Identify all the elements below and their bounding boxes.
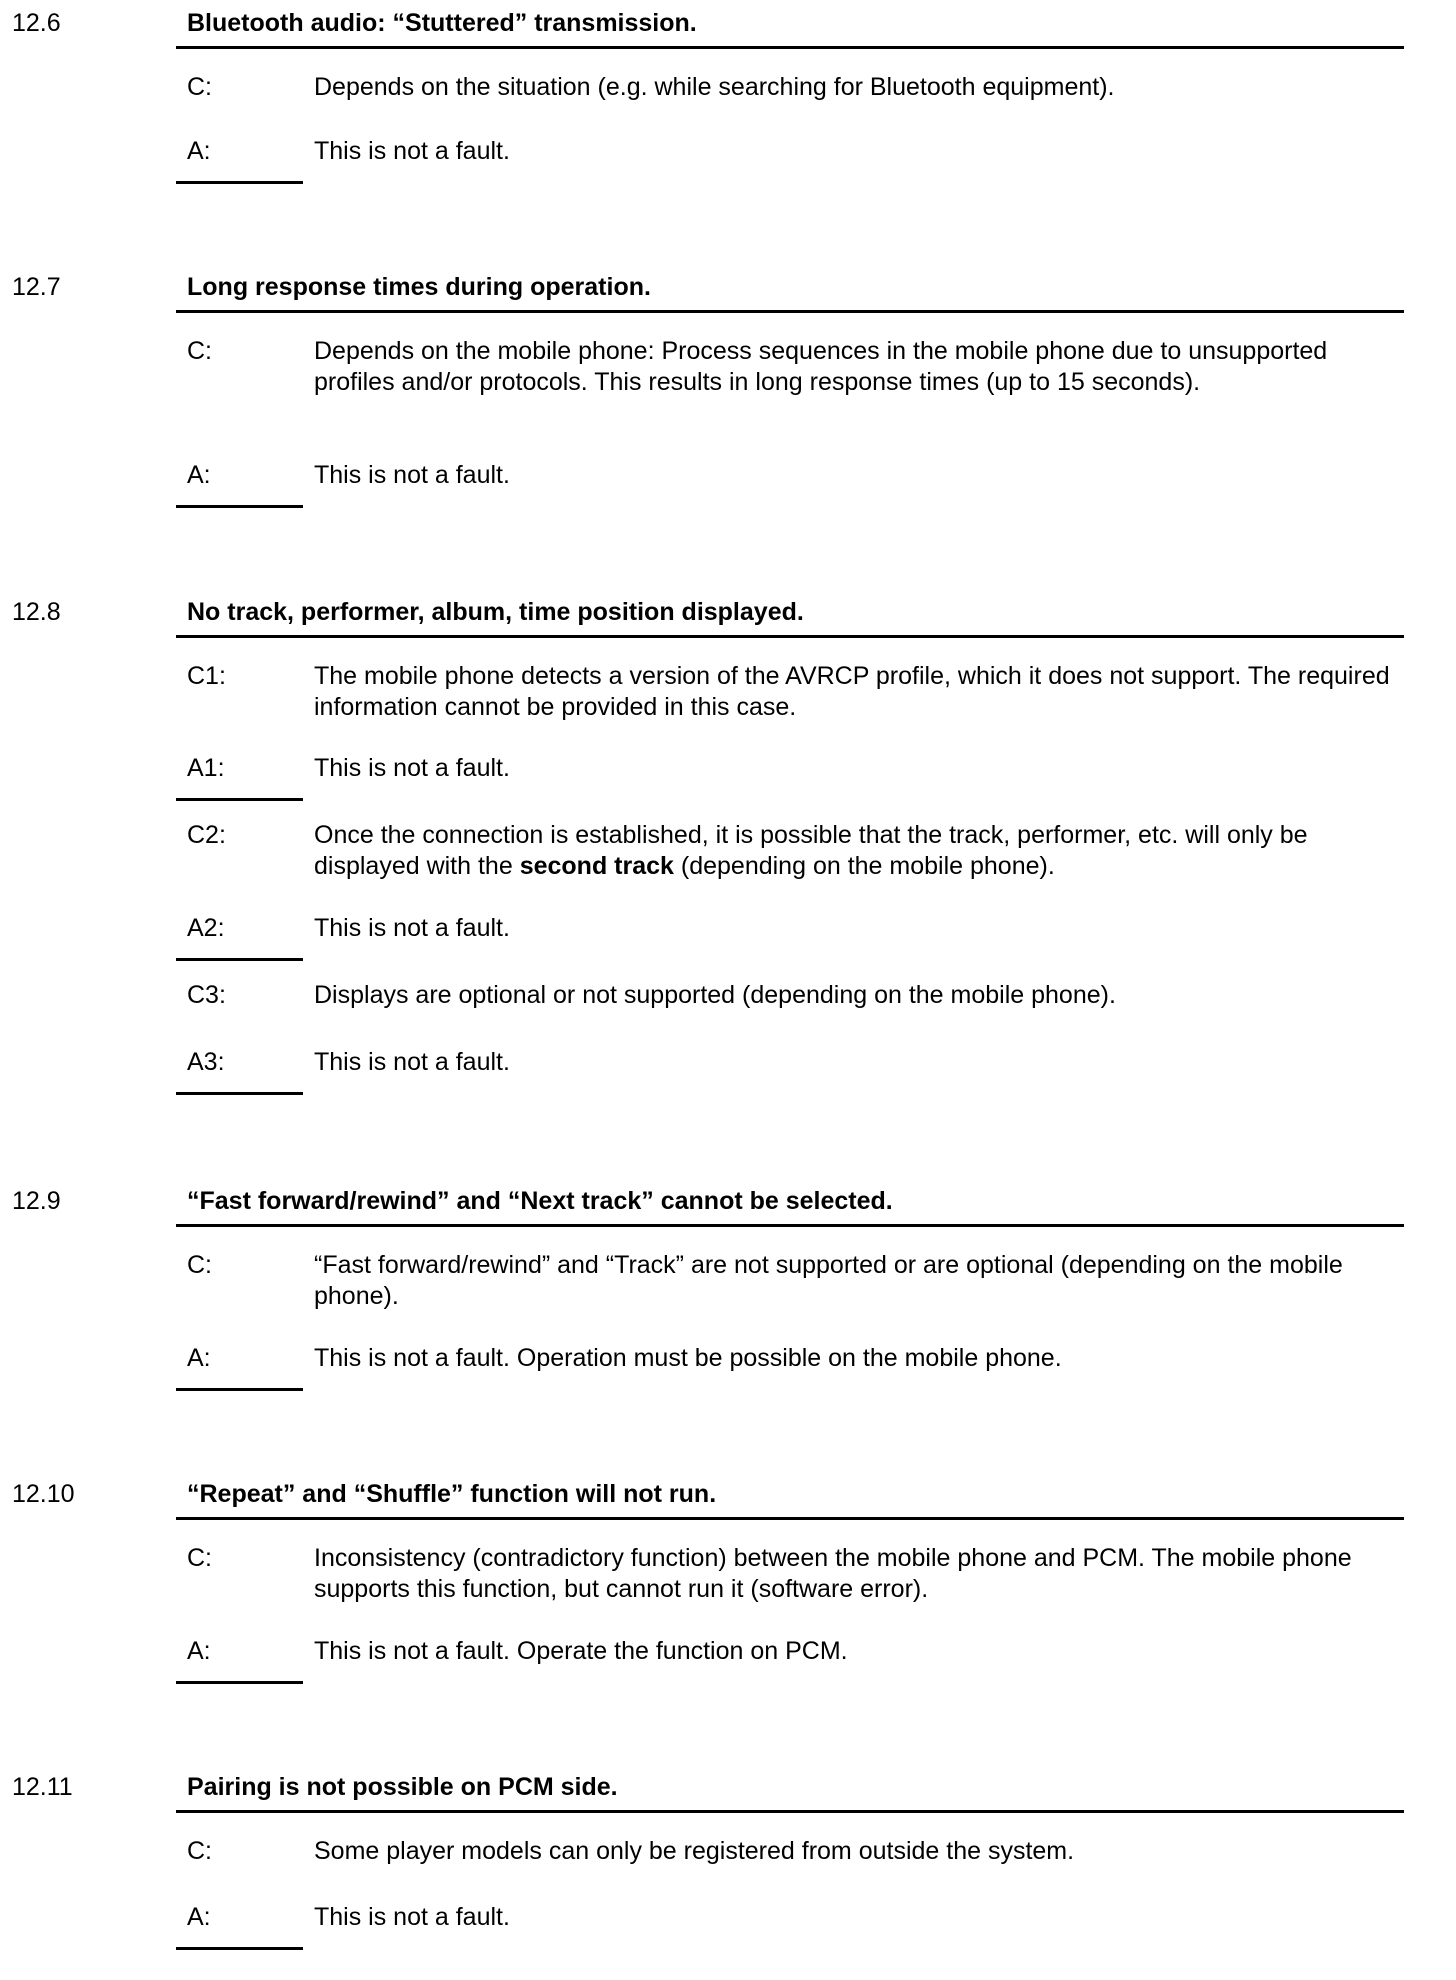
entry-text: Inconsistency (contradictory function) between the mobile phone and PCM. The mobile phone supports this function, but cannot run it (software error).	[314, 1544, 1352, 1603]
entry-text-before: Once the connection is established, it is possible that the track, performer, etc. will only be displayed with the	[314, 821, 1308, 880]
entry-text-bold: second track	[519, 852, 674, 880]
entry-rule	[176, 1388, 303, 1391]
entry-label: C1:	[187, 662, 226, 690]
title-rule	[176, 310, 1404, 313]
section-title: “Fast forward/rewind” and “Next track” cannot be selected.	[187, 1187, 893, 1215]
title-rule	[176, 1517, 1404, 1520]
section-title: No track, performer, album, time position displayed.	[187, 598, 804, 626]
entry-text: Depends on the situation (e.g. while searching for Bluetooth equipment).	[314, 73, 1115, 101]
entry-text: This is not a fault.	[314, 754, 510, 782]
section-number: 12.7	[12, 273, 61, 301]
title-rule	[176, 1224, 1404, 1227]
entry-label: C:	[187, 337, 212, 365]
section-number: 12.11	[12, 1773, 73, 1801]
entry-rule	[176, 798, 303, 801]
entry-text: The mobile phone detects a version of the AVRCP profile, which it does not support. The required information cannot be provided in this case.	[314, 662, 1390, 721]
section-title: Bluetooth audio: “Stuttered” transmission.	[187, 9, 697, 37]
entry-text: This is not a fault.	[314, 461, 510, 489]
entry-text: Some player models can only be registered from outside the system.	[314, 1837, 1075, 1865]
entry-text: This is not a fault.	[314, 914, 510, 942]
entry-text: This is not a fault.	[314, 1903, 510, 1931]
entry-label: C2:	[187, 821, 226, 849]
entry-label: C3:	[187, 981, 226, 1009]
entry-rule	[176, 181, 303, 184]
entry-label: C:	[187, 1251, 212, 1279]
section-title: “Repeat” and “Shuffle” function will not run.	[187, 1480, 717, 1508]
entry-text: Displays are optional or not supported (depending on the mobile phone).	[314, 981, 1116, 1009]
section-title: Pairing is not possible on PCM side.	[187, 1773, 618, 1801]
entry-label: A3:	[187, 1048, 225, 1076]
entry-label: A2:	[187, 914, 225, 942]
entry-label: C:	[187, 1837, 212, 1865]
entry-text-after: (depending on the mobile phone).	[673, 852, 1055, 880]
section-number: 12.8	[12, 598, 61, 626]
entry-text: “Fast forward/rewind” and “Track” are not supported or are optional (depending on the mobile phone).	[314, 1251, 1343, 1310]
entry-rule	[176, 958, 303, 961]
entry-text	[314, 820, 1404, 882]
entry-label: C:	[187, 73, 212, 101]
entry-text: This is not a fault.	[314, 1048, 510, 1076]
entry-label: A1:	[187, 754, 225, 782]
entry-text: This is not a fault.	[314, 137, 510, 165]
entry-text: This is not a fault. Operate the function on PCM.	[314, 1637, 848, 1665]
section-number: 12.6	[12, 9, 61, 37]
section-title: Long response times during operation.	[187, 273, 651, 301]
entry-text: This is not a fault. Operation must be possible on the mobile phone.	[314, 1344, 1062, 1372]
title-rule	[176, 46, 1404, 49]
entry-rule	[176, 505, 303, 508]
entry-text: Depends on the mobile phone: Process sequences in the mobile phone due to unsupported profiles and/or protocols. This results in long response times (up to 15 seconds).	[314, 337, 1328, 396]
title-rule	[176, 1810, 1404, 1813]
entry-label: A:	[187, 1637, 211, 1665]
entry-label: A:	[187, 1344, 211, 1372]
section-number: 12.9	[12, 1187, 61, 1215]
entry-rule	[176, 1681, 303, 1684]
entry-rule	[176, 1947, 303, 1950]
section-number: 12.10	[12, 1480, 75, 1508]
entry-label: A:	[187, 461, 211, 489]
entry-rule	[176, 1092, 303, 1095]
entry-label: C:	[187, 1544, 212, 1572]
title-rule	[176, 635, 1404, 638]
entry-label: A:	[187, 137, 211, 165]
entry-label: A:	[187, 1903, 211, 1931]
